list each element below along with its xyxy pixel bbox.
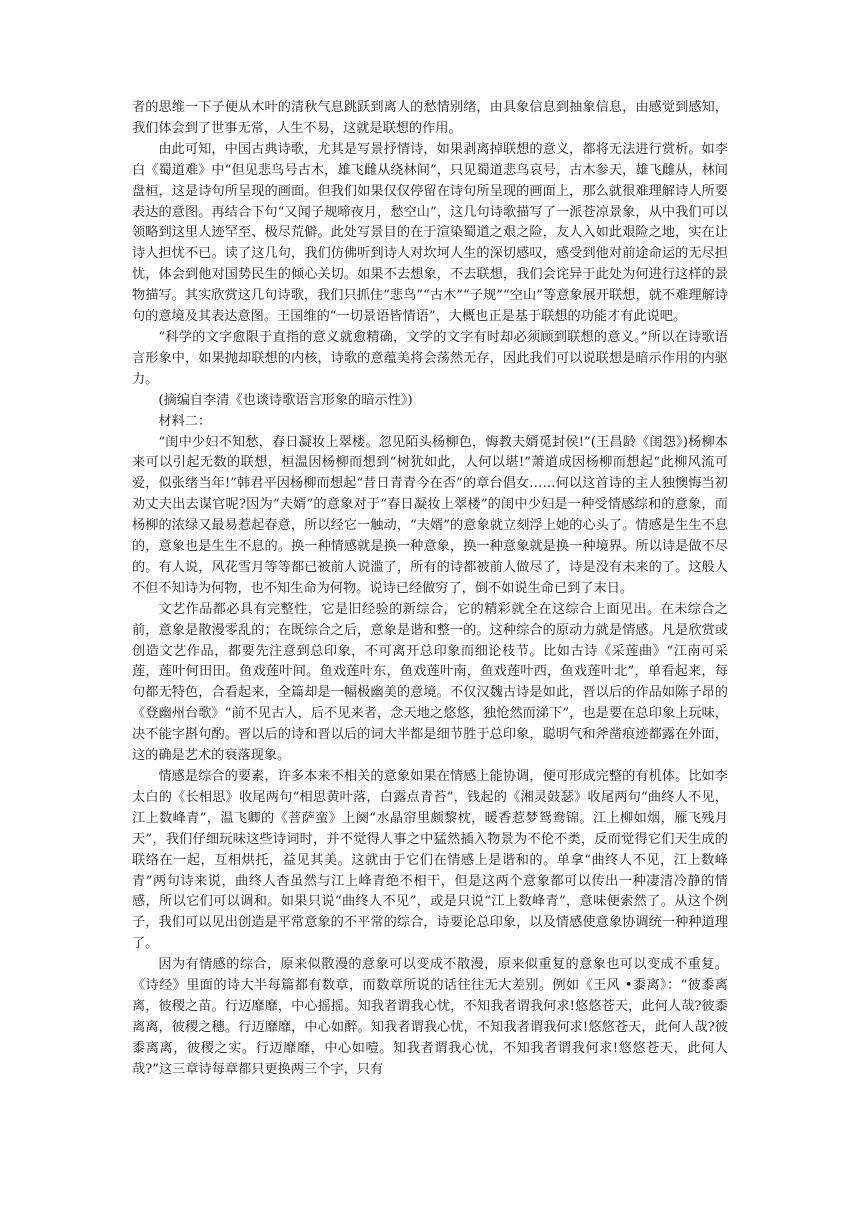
source-citation: (摘编自李清《也谈诗歌语言形象的暗示性》) bbox=[158, 392, 413, 408]
paragraph-completeness: 文艺作品都必具有完整性，它是旧经验的新综合，它的精彩就全在这综合上面见出。在未综合之前，意象是散漫零乱的；在既综合之后，意象是谐和整一的。这种综合的原动力就是情感。凡是欣赏或创造文艺作品，都要先注意到总印象，不可离开总印象而细论枝节。比如古诗《采莲曲》“江南可采莲，莲叶何田田。鱼戏莲叶间。鱼戏莲叶东，鱼戏莲叶南，鱼戏莲叶西，鱼戏莲叶北”，单看起来，每句都无特色，合看起来，全篇却是一幅极幽美的意境。不仅汉魏古诗是如此，晋以后的作品如陈子昂的《登幽州台歌》“前不见古人，后不见来者，念天地之悠悠，独怆然而涕下”，也是要在总印象上玩味，决不能字斟句酌。晋以后的诗和晋以后的词大半都是细节胜于总印象，聪明气和斧凿痕迹都露在外面，这的确是艺术的衰落现象。 bbox=[132, 601, 728, 764]
paragraph-association-analysis: 由此可知，中国古典诗歌，尤其是写景抒情诗，如果剥离掉联想的意义，都将无法进行赏析。如李白《蜀道难》中“但见悲鸟号古木，雄飞雌从绕林间”，只见蜀道悲鸟哀号，古木参天，雄飞雌从，林间盘桓，这是诗句所呈现的画面。但我们如果仅仅停留在诗句所呈现的画面上，那么就很难理解诗人所要表达的意图。再结合下句“又闻子规啼夜月，愁空山”，这几句诗歌描写了一派苍凉景象，从中我们可以领略到这里人迹罕至、极尽荒僻。此处写景目的在于渲染蜀道之艰之险，友人入如此艰险之地，实在让诗人担忧不已。读了这几句，我们仿佛听到诗人对坎坷人生的深切感叹，感受到他对前途命运的无尽担忧，体会到他对国势民生的倾心关切。如果不去想象，不去联想，我们会诧异于此处为何进行这样的景物描写。其实欣赏这几句诗歌，我们只抓住“悲鸟”“古木”“子规”“空山”等意象展开联想，就不难理解诗句的意境及其表达意图。王国维的“一切景语皆情语”，大概也正是基于联想的功能才有此说吧。 bbox=[132, 141, 728, 325]
document-body bbox=[132, 98, 728, 1081]
paragraph-willow-imagery: “闺中少妇不知愁，春日凝妆上翠楼。忽见陌头杨柳色，悔教夫婿觅封侯!”(王昌龄《闺怨》)杨柳本来可以引起无数的联想，桓温因杨柳而想到“树犹如此，人何以堪!”萧道成因杨柳而想起“此柳风流可爱，似张绪当年!”韩君平因杨柳而想起“昔日青青今在否”的章台倡女……何以这首诗的主人独懊悔当初劝丈夫出去谋官呢?因为“夫婿”的意象对于“春日凝妆上翠楼”的闺中少妇是一种受情感综和的意象，而杨柳的浓绿又最易惹起春意，所以经它一触动，“夫婿”的意象就立刻浮上她的心头了。情感是生生不息的，意象也是生生不息的。换一种情感就是换一种意象，换一种意象就是换一种境界。所以诗是做不尽的。有人说，风花雪月等等都已被前人说滥了，所有的诗都被前人做尽了，诗是没有未来的了。这般人不但不知诗为何物，也不知生命为何物。说诗已经做穷了，倒不如说生命已到了末日。 bbox=[132, 434, 728, 596]
material-two-heading: 材料二： bbox=[158, 413, 212, 429]
paragraph-emotion-synthesis: 情感是综合的要素，许多本来不相关的意象如果在情感上能协调，便可形成完整的有机体。比如李太白的《长相思》收尾两句“相思黄叶落，白露点青苔”，钱起的《湘灵鼓瑟》收尾两句“曲终人不见，江上数峰青”，温飞卿的《菩萨蛮》上阕“水晶帘里颇黎枕，暖香惹梦鸳鸯锦。江上柳如烟，雁飞残月天”，我们仔细玩味这些诗词时，并不觉得人事之中猛然插入物景为不伦不类，反而觉得它们天生成的联络在一起，互相烘托，益见其美。这就由于它们在情感上是谐和的。单拿“曲终人不见，江上数峰青”两句诗来说，曲终人杳虽然与江上峰青绝不相干，但是这两个意象都可以传出一种凄清冷静的情感，所以它们可以调和。如果只说“曲终人不见”，或是只说“江上数峰青”，意味便索然了。从这个例子，我们可以见出创造是平常意象的不平常的综合，诗要论总印象，以及情感使意象协调统一种种道理了。 bbox=[132, 769, 728, 952]
paragraph-shijing-example: 因为有情感的综合，原来似散漫的意象可以变成不散漫，原来似重复的意象也可以变成不重复。《诗经》里面的诗大半每篇都有数章，而数章所说的话往往无大差别。例如《王风 •黍离》：“彼黍离离，彼稷之苗。行迈靡靡，中心摇摇。知我者谓我心忧，不知我者谓我何求!悠悠苍天，此何人哉?彼黍离离，彼稷之穗。行迈靡靡，中心如醉。知我者谓我心忧，不知我者谓我何求!悠悠苍天，此何人哉?彼黍离离，彼稷之实。行迈靡靡，中心如噎。知我者谓我心忧，不知我者谓我何求!悠悠苍天，此何人哉?”这三章诗每章都只更换两三个字，只有 bbox=[132, 957, 728, 1077]
paragraph-quote-conclusion: “科学的文字愈限于直指的意义就愈精确，文学的文字有时却必须顾到联想的意义。”所以在诗歌语言形象中，如果抛却联想的内核，诗歌的意蕴美将会荡然无存，因此我们可以说联想是暗示作用的内驱力。 bbox=[132, 329, 728, 387]
paragraph-continuation: 者的思维一下子便从木叶的清秋气息跳跃到离人的愁情别绪，由具象信息到抽象信息，由感觉到感知，我们体会到了世事无常，人生不易，这就是联想的作用。 bbox=[132, 100, 728, 136]
